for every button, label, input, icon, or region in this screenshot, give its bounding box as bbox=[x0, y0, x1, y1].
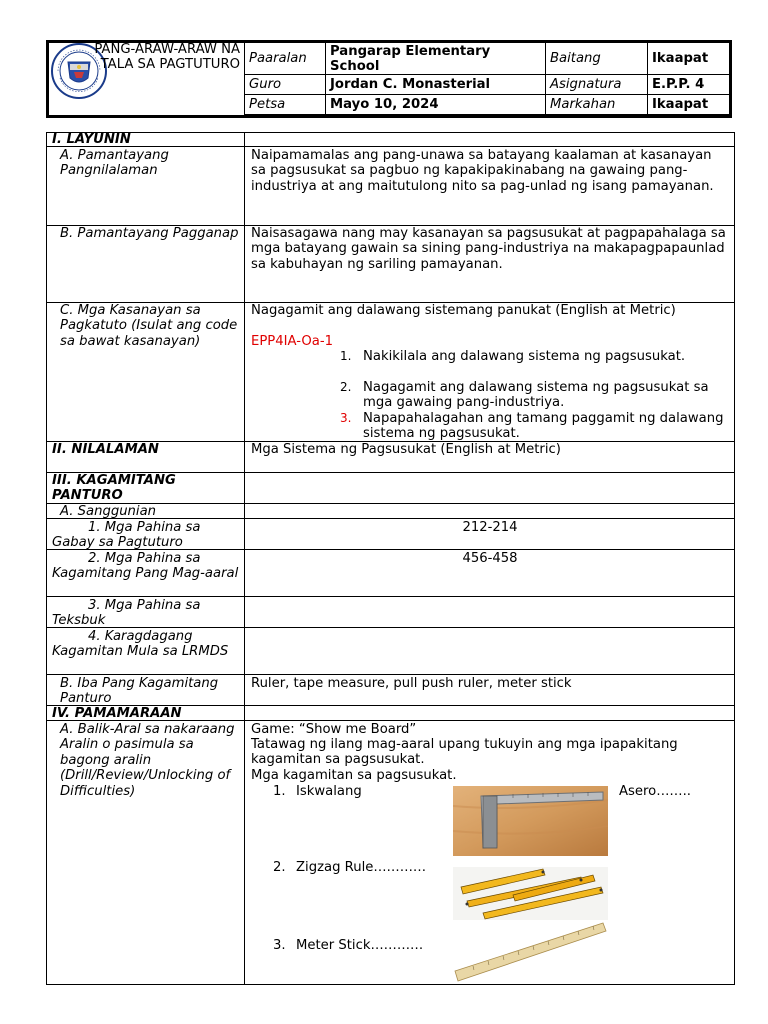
review-materials-heading: Mga kagamitan sa pagsusukat. bbox=[251, 768, 457, 783]
tool-name: Iskwalang bbox=[296, 784, 362, 799]
teacher-guide-pages: 212-214 bbox=[462, 520, 518, 535]
tool-name: Meter Stick………… bbox=[296, 938, 424, 953]
date-value: Mayo 10, 2024 bbox=[326, 95, 546, 115]
content-standard-label: A. Pamantayang Pangnilalaman bbox=[60, 148, 169, 179]
tool-number: 1. bbox=[273, 784, 286, 799]
performance-standard-label: B. Pamantayang Pagganap bbox=[60, 226, 239, 241]
row-divider bbox=[46, 674, 735, 675]
teacher-guide-label: 1. Mga Pahina sa Gabay sa Pagtuturo bbox=[52, 520, 201, 551]
review-label: A. Balik-Aral sa nakaraang Aralin o pasimula sa bagong aralin (Drill/Review/Unlocking of Difficulties) bbox=[60, 722, 235, 799]
tool-name-suffix: Asero…….. bbox=[619, 784, 691, 799]
objective-text: Nagagamit ang dalawang sistema ng pagsusukat sa mga gawaing pang-industriya. bbox=[363, 380, 709, 411]
objective-text: Napapahalagahan ang tamang paggamit ng dalawang sistema ng pagsusukat. bbox=[363, 411, 724, 442]
subject-value: E.P.P. 4 bbox=[648, 75, 731, 95]
try-square-image bbox=[453, 786, 608, 856]
document-title: PANG-ARAW-ARAW NA TALA SA PAGTUTURO bbox=[94, 42, 240, 72]
quarter-value: Ikaapat bbox=[648, 95, 731, 115]
section-kagamitang-panturo: III. KAGAMITANG PANTURO bbox=[52, 473, 176, 504]
tool-number: 3. bbox=[273, 938, 286, 953]
grade-label: Baitang bbox=[546, 43, 648, 75]
column-divider bbox=[244, 132, 245, 985]
learner-materials-pages: 456-458 bbox=[462, 551, 518, 566]
other-materials-text: Ruler, tape measure, pull push ruler, meter stick bbox=[251, 676, 572, 691]
tool-name: Zigzag Rule………… bbox=[296, 860, 427, 875]
review-instruction: Tatawag ng ilang mag-aaral upang tukuyin ang mga ipapakitang kagamitan sa pagsusukat. bbox=[251, 737, 678, 768]
quarter-label: Markahan bbox=[546, 95, 648, 115]
objective-number: 2. bbox=[340, 380, 352, 394]
competency-code: EPP4IA-Oa-1 bbox=[251, 334, 333, 349]
tool-number: 2. bbox=[273, 860, 286, 875]
objective-number: 1. bbox=[340, 349, 352, 363]
header-info-table bbox=[244, 42, 731, 115]
row-divider bbox=[46, 596, 735, 597]
review-game: Game: “Show me Board” bbox=[251, 722, 417, 737]
competencies-label: C. Mga Kasanayan sa Pagkatuto (Isulat ang code sa bawat kasanayan) bbox=[60, 303, 238, 349]
lrmds-label: 4. Karagdagang Kagamitan Mula sa LRMDS bbox=[52, 629, 229, 660]
competencies-intro: Nagagamit ang dalawang sistemang panukat (English at Metric) bbox=[251, 303, 676, 318]
learner-materials-label: 2. Mga Pahina sa Kagamitang Pang Mag-aaral bbox=[52, 551, 239, 582]
references-label: A. Sanggunian bbox=[60, 504, 157, 519]
other-materials-label: B. Iba Pang Kagamitang Panturo bbox=[60, 676, 219, 707]
meter-stick-image bbox=[453, 921, 608, 983]
objective-text: Nakikilala ang dalawang sistema ng pagsusukat. bbox=[363, 349, 686, 364]
school-value: Pangarap Elementary School bbox=[326, 43, 546, 75]
school-label: Paaralan bbox=[245, 43, 326, 75]
section-layunin: I. LAYUNIN bbox=[52, 132, 131, 147]
subject-label: Asignatura bbox=[546, 75, 648, 95]
zigzag-rule-image bbox=[453, 867, 608, 920]
teacher-value: Jordan C. Monasterial bbox=[326, 75, 546, 95]
textbook-label: 3. Mga Pahina sa Teksbuk bbox=[52, 598, 201, 629]
date-label: Petsa bbox=[245, 95, 326, 115]
section-nilalaman: II. NILALAMAN bbox=[52, 442, 159, 457]
teacher-label: Guro bbox=[245, 75, 326, 95]
content-text: Mga Sistema ng Pagsusukat (English at Metric) bbox=[251, 442, 561, 457]
performance-standard-text: Naisasagawa nang may kasanayan sa pagsusukat at pagpapahalaga sa mga batayang gawain sa sining pang-industriya na makapagpapaunlad sa kabuhayan ng sariling pamayanan. bbox=[251, 226, 726, 272]
objective-number: 3. bbox=[340, 411, 352, 425]
title-divider bbox=[50, 115, 244, 116]
content-standard-text: Naipamamalas ang pang-unawa sa batayang kaalaman at kasanayan sa pagsusukat sa pagbuo ng kapakipakinabang na gawaing pang-industriya at ang maitutulong nito sa pag-unlad ng isang pamayanan. bbox=[251, 148, 714, 194]
grade-value: Ikaapat bbox=[648, 43, 731, 75]
section-pamamaraan: IV. PAMAMARAAN bbox=[52, 706, 182, 721]
